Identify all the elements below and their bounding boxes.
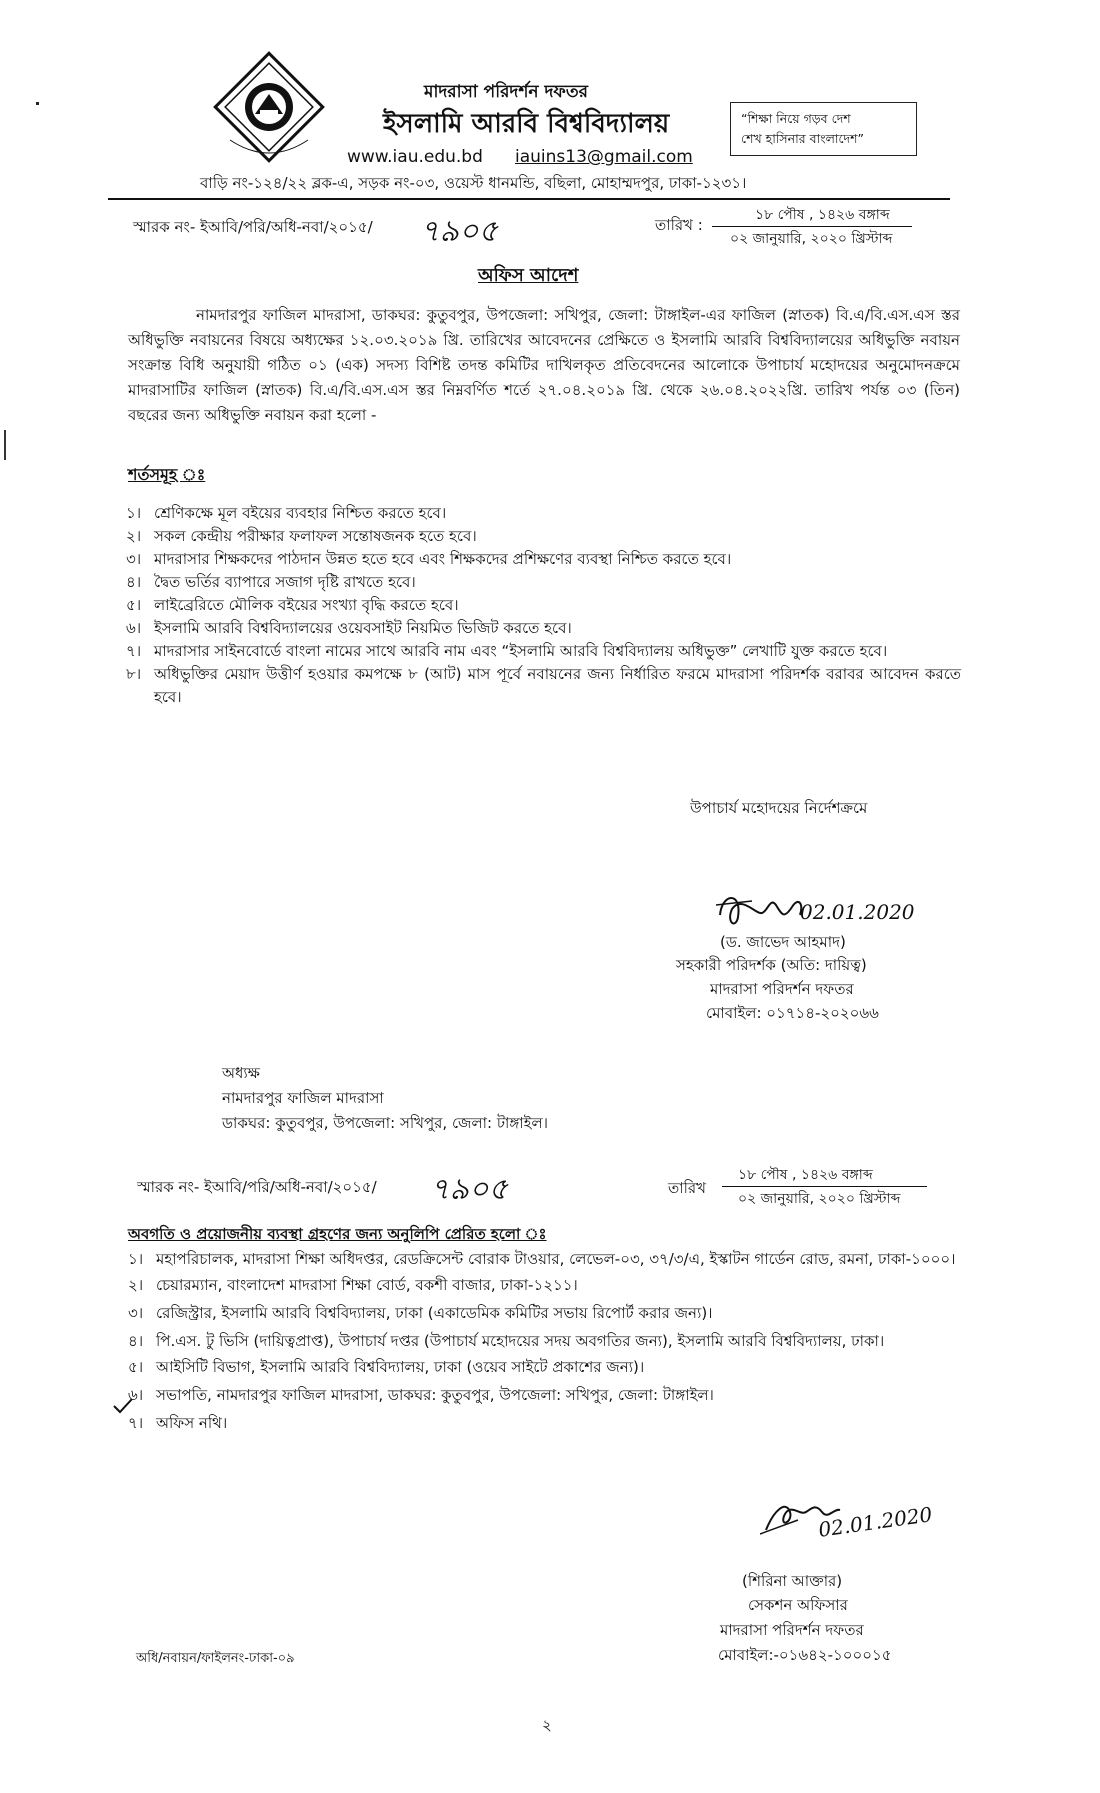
- slogan-box: [730, 102, 917, 156]
- signatory-1-mobile: মোবাইল: ০১৭১৪-২০২০৬৬: [706, 1004, 879, 1022]
- list-item: ৩। রেজিস্ট্রার, ইসলামি আরবি বিশ্ববিদ্যালয়, ঢাকা (একাডেমিক কমিটির সভায় রিপোর্ট করার জন্য)।: [128, 1304, 713, 1322]
- list-item: ১। মহাপরিচালক, মাদরাসা শিক্ষা অধিদপ্তর, রেডক্রিসেন্ট বোরাক টাওয়ার, লেভেল-০৩, ৩৭/৩/এ, ইস্কাটন গার্ডেন রোড, রমনা, ঢাকা-১০০০।: [128, 1250, 956, 1268]
- memo-number-handwritten: ৭৯০৫: [420, 214, 498, 249]
- signature-1-date: 02.01.2020: [800, 900, 915, 924]
- list-item: ৮। অধিভুক্তির মেয়াদ উত্তীর্ণ হওয়ার কমপক্ষে ৮ (আট) মাস পূর্বে নবায়নের জন্য নির্ধারিত ফরমে মাদরাসা পরিদর্শক বরাবর আবেদন করতে হবে।: [126, 665, 961, 706]
- order-paragraph: নামদারপুর ফাজিল মাদরাসা, ডাকঘর: কুতুবপুর, উপজেলা: সখিপুর, জেলা: টাঙ্গাইল-এর ফাজিল (স্নাতক) বি.এ/বি.এস.এস স্তর অধিভুক্তি নবায়নের বিষয়ে অধ্যক্ষের ১২.০৩.২০১৯ খ্রি. তারিখের আবেদনের প্রেক্ষিতে ও ইসলামি আরবি বিশ্ববিদ্যালয়ের অধিভুক্তি নবায়ন সংক্রান্ত বিধি অনুযায়ী গঠিত ০১ (এক) সদস্য বিশিষ্ট তদন্ত কমিটির দাখিলকৃত প্রতিবেদনের আলোকে উপাচার্য মহোদয়ের অনুমোদনক্রমে মাদরাসাটির ফাজিল (স্নাতক) বি.এ/বি.এস.এস স্তর নিম্নবর্ণিত শর্তে ২৭.০৪.২০১৯ খ্রি. থেকে ২৬.০৪.২০২২খ্রি. তারিখ পর্যন্ত ০৩ (তিন) বছরের জন্য অধিভুক্তি নবায়ন করা হলো -: [128, 306, 960, 424]
- signature-2-date: 02.01.2020: [816, 1502, 934, 1542]
- signatory-1-office: মাদরাসা পরিদর্শন দফতর: [710, 980, 854, 998]
- file-reference: অধি/নবায়ন/ফাইলনং-ঢাকা-০৯: [136, 1651, 295, 1666]
- email-link[interactable]: iauins13@gmail.com: [515, 147, 693, 167]
- page-number: ২: [542, 1716, 552, 1734]
- list-item: ২। সকল কেন্দ্রীয় পরীক্ষার ফলাফল সন্তোষজনক হতে হবে।: [126, 527, 477, 545]
- scan-mark: [4, 430, 6, 460]
- copies-list: [128, 1248, 963, 1437]
- website-link[interactable]: www.iau.edu.bd: [347, 147, 483, 167]
- list-item: ৪। পি.এস. টু ভিসি (দায়িত্বপ্রাপ্ত), উপাচার্য দপ্তর (উপাচার্য মহোদয়ের সদয় অবগতির জন্য), ইসলামি আরবি বিশ্ববিদ্যালয়, ঢাকা।: [128, 1332, 885, 1350]
- list-item: ৫। লাইব্রেরিতে মৌলিক বইয়ের সংখ্যা বৃদ্ধি করতে হবে।: [126, 596, 459, 614]
- office-name: মাদরাসা পরিদর্শন দফতর: [424, 82, 588, 102]
- list-item: ৬। সভাপতি, নামদারপুর ফাজিল মাদরাসা, ডাকঘর: কুতুবপুর, উপজেলা: সখিপুর, জেলা: টাঙ্গাইল।: [128, 1386, 714, 1404]
- document-title: অফিস আদেশ: [478, 265, 579, 286]
- tick-mark: [112, 1396, 134, 1420]
- signatory-2-mobile: মোবাইল:-০১৬৪২-১০০০১৫: [718, 1646, 892, 1664]
- signatory-2-name: (শিরিনা আক্তার): [742, 1572, 843, 1590]
- memo2-date-bangla: ১৮ পৌষ , ১৪২৬ বঙ্গাব্দ: [738, 1167, 873, 1183]
- list-item: ৭। মাদরাসার সাইনবোর্ডে বাংলা নামের সাথে আরবি নাম এবং “ইসলামি আরবি বিশ্ববিদ্যালয় অধিভুক্ত” লেখাটি যুক্ত করতে হবে।: [126, 642, 888, 660]
- list-item: ৪। দ্বৈত ভর্তির ব্যাপারে সজাগ দৃষ্টি রাখতে হবে।: [126, 573, 416, 591]
- list-item: ২। চেয়ারম্যান, বাংলাদেশ মাদরাসা শিক্ষা বোর্ড, বকশী বাজার, ঢাকা-১২১১।: [128, 1276, 578, 1294]
- date-english: ০২ জানুয়ারি, ২০২০ খ্রিস্টাব্দ: [730, 231, 893, 247]
- date-label: তারিখ :: [655, 216, 703, 234]
- university-name: ইসলামি আরবি বিশ্ববিদ্যালয়: [383, 109, 670, 139]
- university-logo: [210, 48, 328, 166]
- signatory-2-designation: সেকশন অফিসার: [748, 1596, 848, 1614]
- memo2-number-handwritten: ৭৯০৫: [430, 1172, 508, 1207]
- signatory-2-office: মাদরাসা পরিদর্শন দফতর: [720, 1621, 864, 1639]
- date-divider: [712, 226, 912, 227]
- slogan-line1: “শিক্ষা নিয়ে গড়ব দেশ: [741, 111, 851, 126]
- directive-line: উপাচার্য মহোদয়ের নির্দেশক্রমে: [690, 799, 868, 817]
- list-item: ৩। মাদরাসার শিক্ষকদের পাঠদান উন্নত হতে হবে এবং শিক্ষকদের প্রশিক্ষণের ব্যবস্থা নিশ্চিত করতে হবে।: [126, 550, 732, 568]
- conditions-heading: শর্তসমূহ ঃ: [128, 465, 206, 484]
- copy-heading: অবগতি ও প্রয়োজনীয় ব্যবস্থা গ্রহণের জন্য অনুলিপি প্রেরিত হলো ঃ: [128, 1225, 547, 1243]
- address-line: বাড়ি নং-১২৪/২২ ব্লক-এ, সড়ক নং-০৩, ওয়েস্ট ধানমন্ডি, বছিলা, মোহাম্মদপুর, ঢাকা-১২৩১।: [200, 174, 747, 192]
- slogan-line2: শেখ হাসিনার বাংলাদেশ”: [741, 131, 864, 146]
- memo2-date-english: ০২ জানুয়ারি, ২০২০ খ্রিস্টাব্দ: [738, 1191, 901, 1207]
- header-divider: [108, 198, 950, 200]
- scan-mark: [36, 102, 39, 105]
- memo2-date-label: তারিখ: [668, 1179, 706, 1197]
- list-item: ১। শ্রেণিকক্ষে মূল বইয়ের ব্যবহার নিশ্চিত করতে হবে।: [126, 504, 447, 522]
- recipient-institution: নামদারপুর ফাজিল মাদরাসা: [222, 1089, 384, 1107]
- signatory-1-designation: সহকারী পরিদর্শক (অতি: দায়িত্ব): [676, 956, 867, 974]
- list-item: ৫। আইসিটি বিভাগ, ইসলামি আরবি বিশ্ববিদ্যালয়, ঢাকা (ওয়েব সাইটে প্রকাশের জন্য)।: [128, 1358, 645, 1376]
- signatory-1-name: (ড. জাভেদ আহমাদ): [720, 933, 846, 951]
- memo2-date-divider: [722, 1186, 927, 1187]
- list-item: ৬। ইসলামি আরবি বিশ্ববিদ্যালয়ের ওয়েবসাইট নিয়মিত ভিজিট করতে হবে।: [126, 619, 572, 637]
- recipient-title: অধ্যক্ষ: [222, 1064, 260, 1082]
- conditions-list: [126, 502, 961, 709]
- date-bangla: ১৮ পৌষ , ১৪২৬ বঙ্গাব্দ: [755, 207, 890, 223]
- memo2-ref: স্মারক নং- ইআবি/পরি/অধি-নবা/২০১৫/: [137, 1178, 377, 1196]
- recipient-address: ডাকঘর: কুতুবপুর, উপজেলা: সখিপুর, জেলা: টাঙ্গাইল।: [222, 1114, 548, 1132]
- memo-ref: স্মারক নং- ইআবি/পরি/অধি-নবা/২০১৫/: [133, 218, 373, 236]
- list-item: ৭। অফিস নথি।: [128, 1414, 228, 1432]
